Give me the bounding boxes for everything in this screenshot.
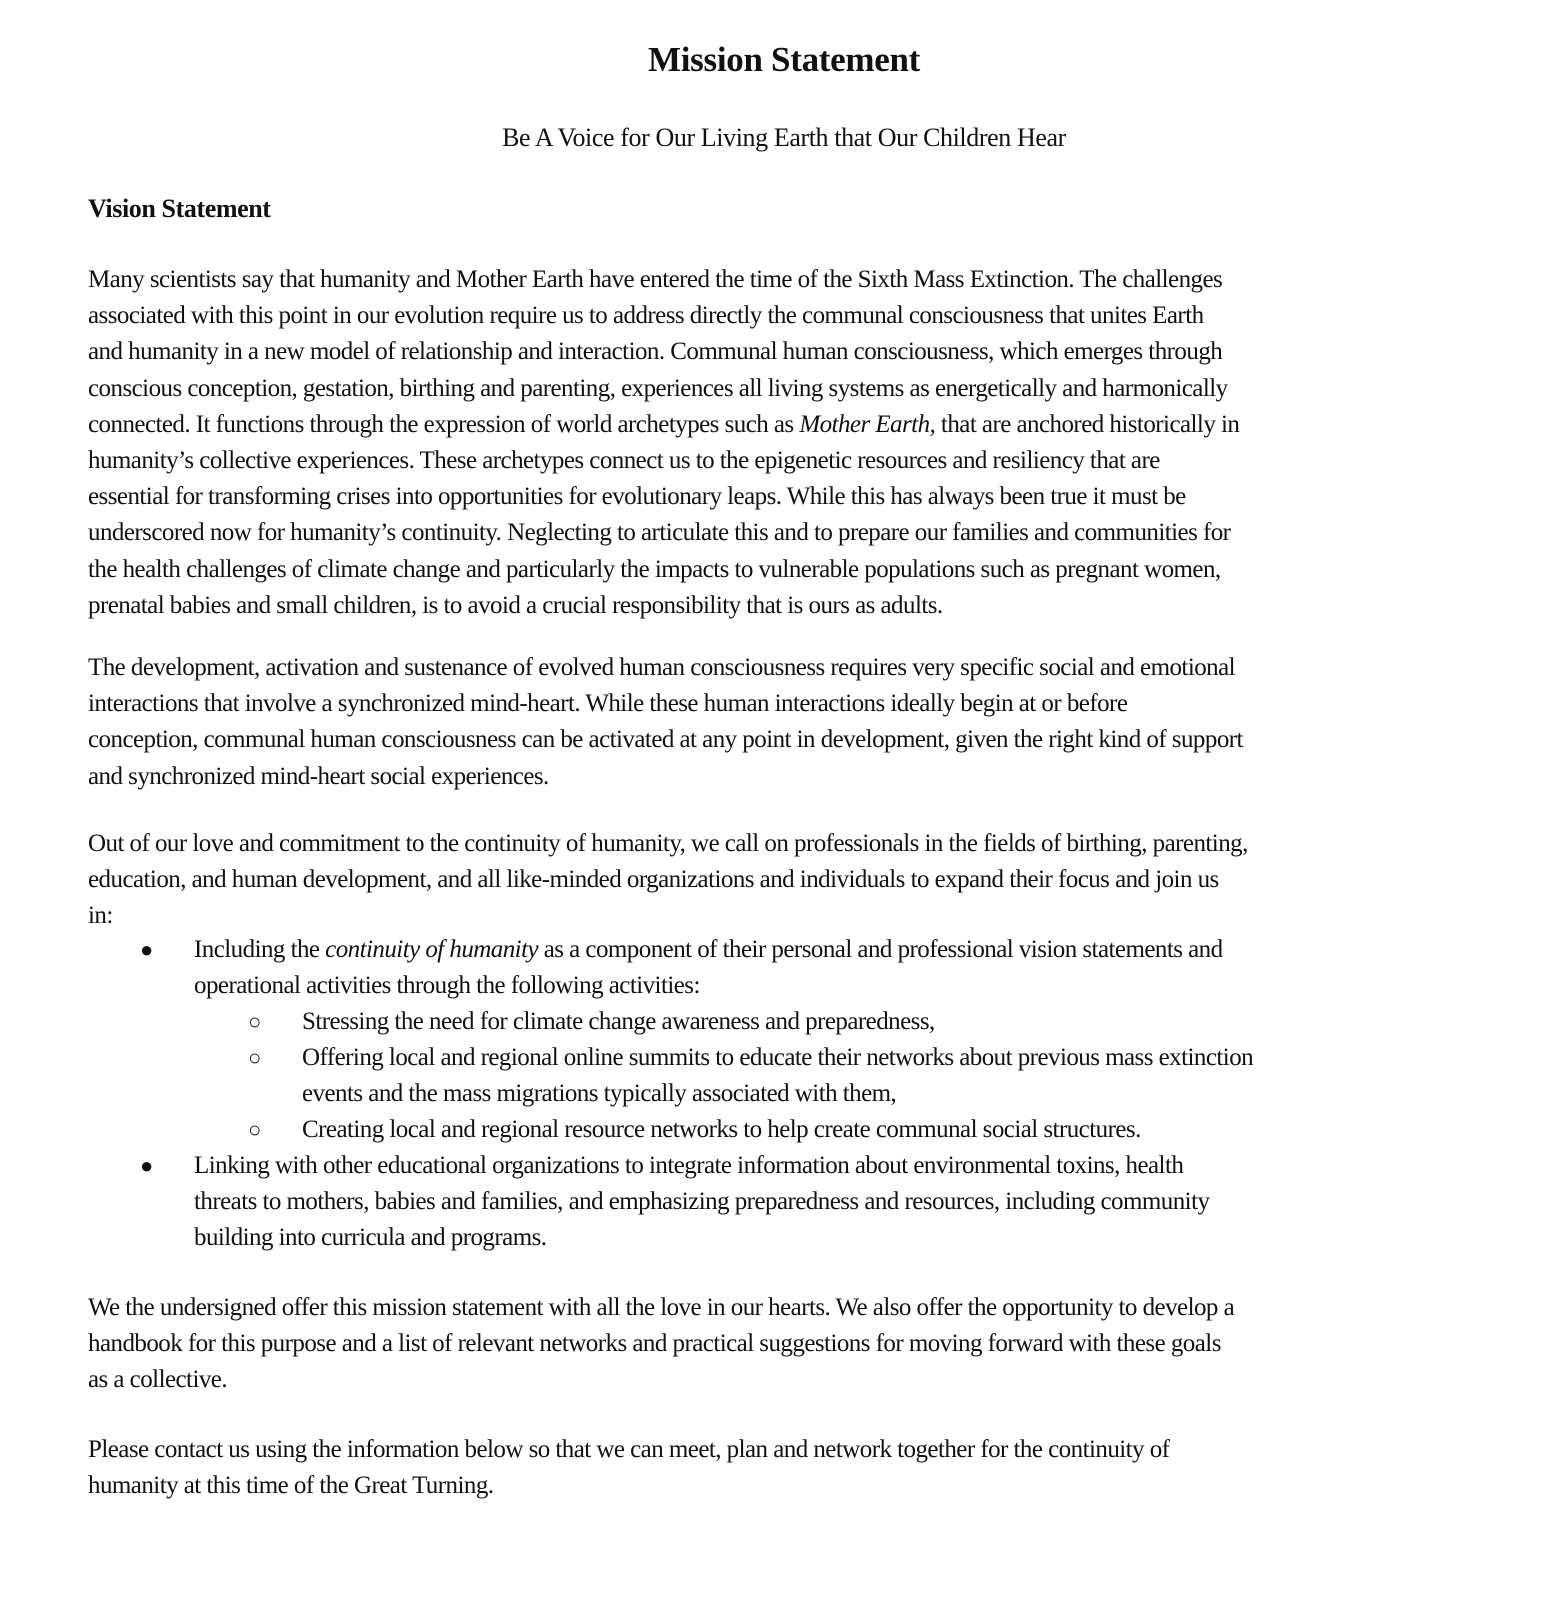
text-line: The development, activation and sustenance of evolved human consciousness requires very specific social and emotional [88, 654, 1236, 681]
sub-bullet-icon: ○ [248, 1045, 261, 1070]
paragraph-vision-2 [88, 650, 1508, 795]
sub-bullet-icon: ○ [248, 1117, 261, 1142]
text-line: essential for transforming crises into opportunities for evolutionary leaps. While this has always been true it must be [88, 483, 1186, 511]
text-line [88, 407, 1508, 443]
text-line: prenatal babies and small children, is to avoid a crucial responsibility that is ours as adults. [88, 591, 943, 619]
text-line: Please contact us using the information below so that we can meet, plan and network together for the continuity of [88, 1436, 1170, 1463]
bullet-icon: ● [140, 1153, 153, 1178]
text-run: as a component of their personal and professional vision statements and [538, 936, 1223, 963]
text-line: as a collective. [88, 1366, 228, 1394]
text-run: that are anchored historically in [935, 410, 1240, 438]
text-line: conception, communal human consciousness can be activated at any point in development, given the right kind of support [88, 726, 1243, 754]
text-line: and humanity in a new model of relationship and interaction. Communal human consciousness, which emerges through [88, 338, 1223, 366]
text-line: Out of our love and commitment to the continuity of humanity, we call on professionals in the fields of birthing, parenting, [88, 830, 1248, 857]
text-line: humanity’s collective experiences. These archetypes connect us to the epigenetic resources and resiliency that are [88, 446, 1160, 474]
list-item-text: threats to mothers, babies and families, and emphasizing preparedness and resources, including community [194, 1188, 1210, 1215]
sub-list-item-text: Creating local and regional resource networks to help create communal social structures. [302, 1116, 1141, 1143]
list-item-text: Linking with other educational organizations to integrate information about environmental toxins, health [194, 1152, 1184, 1179]
bullet-icon: ● [140, 937, 153, 962]
sub-list-item-text: Stressing the need for climate change awareness and preparedness, [302, 1008, 935, 1035]
text-line: associated with this point in our evolution require us to address directly the communal consciousness that unites Earth [88, 302, 1204, 330]
text-line: interactions that involve a synchronized mind-heart. While these human interactions ideally begin at or before [88, 690, 1128, 718]
text-run: Including the [194, 936, 326, 963]
text-line: conscious conception, gestation, birthing and parenting, experiences all living systems as energetically and harmonically [88, 374, 1228, 402]
text-line: education, and human development, and all like-minded organizations and individuals to expand their focus and join us [88, 866, 1219, 894]
text-line: humanity at this time of the Great Turning. [88, 1472, 494, 1500]
text-line: the health challenges of climate change and particularly the impacts to vulnerable populations such as pregnant women, [88, 555, 1221, 583]
text-run: connected. It functions through the expression of world archetypes such as [88, 410, 800, 438]
section-heading-vision: Vision Statement [88, 194, 271, 223]
text-line: handbook for this purpose and a list of relevant networks and practical suggestions for moving forward with these goals [88, 1330, 1221, 1358]
document-subtitle: Be A Voice for Our Living Earth that Our Children Hear [502, 123, 1066, 152]
paragraph-contact [88, 1432, 1508, 1504]
document-title: Mission Statement [648, 40, 920, 79]
sub-list-item-text: Offering local and regional online summits to educate their networks about previous mass extinction [302, 1044, 1254, 1071]
list-item-text: operational activities through the following activities: [194, 972, 700, 999]
paragraph-undersigned [88, 1290, 1508, 1399]
paragraph-call-to-action [88, 826, 1508, 935]
text-line: underscored now for humanity’s continuity. Neglecting to articulate this and to prepare our families and communities for [88, 519, 1231, 547]
text-line: We the undersigned offer this mission statement with all the love in our hearts. We also offer the opportunity to develop a [88, 1294, 1235, 1321]
sub-list-item-text: events and the mass migrations typically associated with them, [302, 1080, 897, 1107]
list-item-text [194, 932, 1223, 968]
italic-text: continuity of humanity [325, 936, 539, 963]
list-item-text: building into curricula and programs. [194, 1224, 547, 1251]
text-line: and synchronized mind-heart social experiences. [88, 762, 549, 790]
italic-text: Mother Earth, [799, 410, 936, 438]
sub-bullet-icon: ○ [248, 1009, 261, 1034]
text-line: in: [88, 902, 113, 930]
paragraph-vision-1 [88, 262, 1508, 624]
text-line: Many scientists say that humanity and Mother Earth have entered the time of the Sixth Mass Extinction. The challenges [88, 266, 1223, 293]
